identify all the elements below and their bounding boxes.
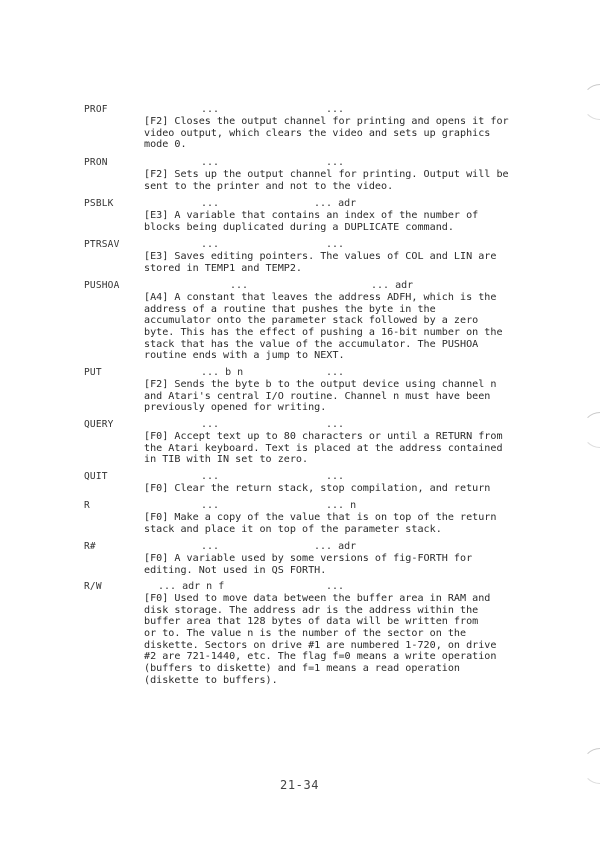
stack-after: ...	[326, 471, 345, 482]
description-line: [F0] Make a copy of the value that is on top of the return	[144, 512, 497, 523]
stack-before: ...	[201, 157, 220, 168]
entry-word: PROF	[84, 104, 108, 115]
description-line: previously opened for writing.	[144, 402, 327, 414]
entry-description	[144, 483, 516, 495]
entry-description	[144, 251, 516, 274]
stack-after: ...	[326, 157, 345, 168]
description-line: routine ends with a jump to NEXT.	[144, 350, 345, 362]
description-line: [F2] Closes the output channel for printing and opens it for	[144, 116, 509, 127]
stack-before: ...	[201, 239, 220, 250]
entry-word: PUSHOA	[84, 280, 120, 291]
description-line: stack and place it on top of the parameter stack.	[144, 523, 442, 535]
entry-description	[144, 169, 516, 192]
entry-word: R/W	[84, 581, 102, 592]
description-line: [E3] Saves editing pointers. The values of COL and LIN are	[144, 251, 497, 262]
stack-after: ...	[326, 104, 345, 115]
description-line: diskette. Sectors on drive #1 are numbered 1-720, on drive	[144, 639, 497, 651]
entry-description	[144, 210, 516, 233]
entry-description	[144, 292, 516, 362]
description-line: (buffers to diskette) and f=1 means a read operation	[144, 663, 461, 675]
entry-description	[144, 593, 516, 687]
entry-word: PRON	[84, 157, 108, 168]
stack-before: ...	[230, 280, 249, 291]
stack-before: ...	[201, 104, 220, 115]
entry-word: PUT	[84, 367, 102, 378]
entry-description	[144, 431, 516, 466]
description-line: blocks being duplicated during a DUPLICATE command.	[144, 221, 454, 233]
description-line: mode 0.	[144, 139, 187, 151]
entry-word: PSBLK	[84, 198, 114, 209]
stack-after: ...	[326, 239, 345, 250]
stack-after: ... adr	[371, 280, 414, 291]
description-line: sent to the printer and not to the video.	[144, 180, 394, 192]
stack-before: ...	[201, 471, 220, 482]
description-line: [F0] A variable used by some versions of fig-FORTH for	[144, 553, 473, 564]
stack-after: ... n	[326, 500, 357, 511]
description-line: [A4] A constant that leaves the address ADFH, which is the	[144, 292, 497, 303]
description-line: and Atari's central I/O routine. Channel n must have been	[144, 390, 491, 402]
description-line: video output, which clears the video and sets up graphics	[144, 127, 491, 139]
description-line: [F0] Used to move data between the buffer area in RAM and	[144, 593, 491, 604]
description-line: stack that has the value of the accumulator. The PUSHOA	[144, 338, 479, 350]
stack-before: ... b n	[201, 367, 244, 378]
description-line: buffer area that 128 bytes of data will be written from	[144, 616, 479, 628]
stack-after: ... adr	[314, 541, 357, 552]
description-line: the Atari keyboard. Text is placed at the address contained	[144, 442, 503, 454]
description-line: [F0] Clear the return stack, stop compilation, and return	[144, 483, 491, 494]
description-line: [F0] Accept text up to 80 characters or until a RETURN from	[144, 431, 503, 442]
entry-word: R#	[84, 541, 96, 552]
description-line: address of a routine that pushes the byte in the	[144, 303, 436, 315]
entry-word: R	[84, 500, 90, 511]
stack-after: ...	[326, 581, 345, 592]
description-line: disk storage. The address adr is the address within the	[144, 604, 479, 616]
stack-after: ... adr	[314, 198, 357, 209]
stack-after: ...	[326, 367, 345, 378]
description-line: #2 are 721-1440, etc. The flag f=0 means a write operation	[144, 651, 497, 663]
stack-before: ... adr n f	[158, 581, 225, 592]
description-line: [E3] A variable that contains an index of the number of	[144, 210, 479, 221]
entry-word: QUIT	[84, 471, 108, 482]
page-number: 21-34	[280, 778, 320, 792]
entry-description	[144, 553, 516, 576]
description-line: [F2] Sends the byte b to the output device using channel n	[144, 379, 497, 390]
description-line: (diskette to buffers).	[144, 674, 278, 686]
stack-before: ...	[201, 419, 220, 430]
stack-before: ...	[201, 541, 220, 552]
stack-before: ...	[201, 500, 220, 511]
stack-before: ...	[201, 198, 220, 209]
description-line: in TIB with IN set to zero.	[144, 454, 309, 466]
description-line: editing. Not used in QS FORTH.	[144, 564, 327, 576]
entry-word: QUERY	[84, 419, 114, 430]
stack-after: ...	[326, 419, 345, 430]
description-line: byte. This has the effect of pushing a 16-bit number on the	[144, 327, 503, 339]
entry-description	[144, 512, 516, 535]
description-line: [F2] Sets up the output channel for printing. Output will be	[144, 169, 509, 180]
description-line: accumulator onto the parameter stack followed by a zero	[144, 315, 479, 327]
entry-word: PTRSAV	[84, 239, 120, 250]
entry-description	[144, 379, 516, 414]
description-line: stored in TEMP1 and TEMP2.	[144, 262, 303, 274]
description-line: or to. The value n is the number of the sector on the	[144, 628, 467, 640]
entry-description	[144, 116, 516, 151]
